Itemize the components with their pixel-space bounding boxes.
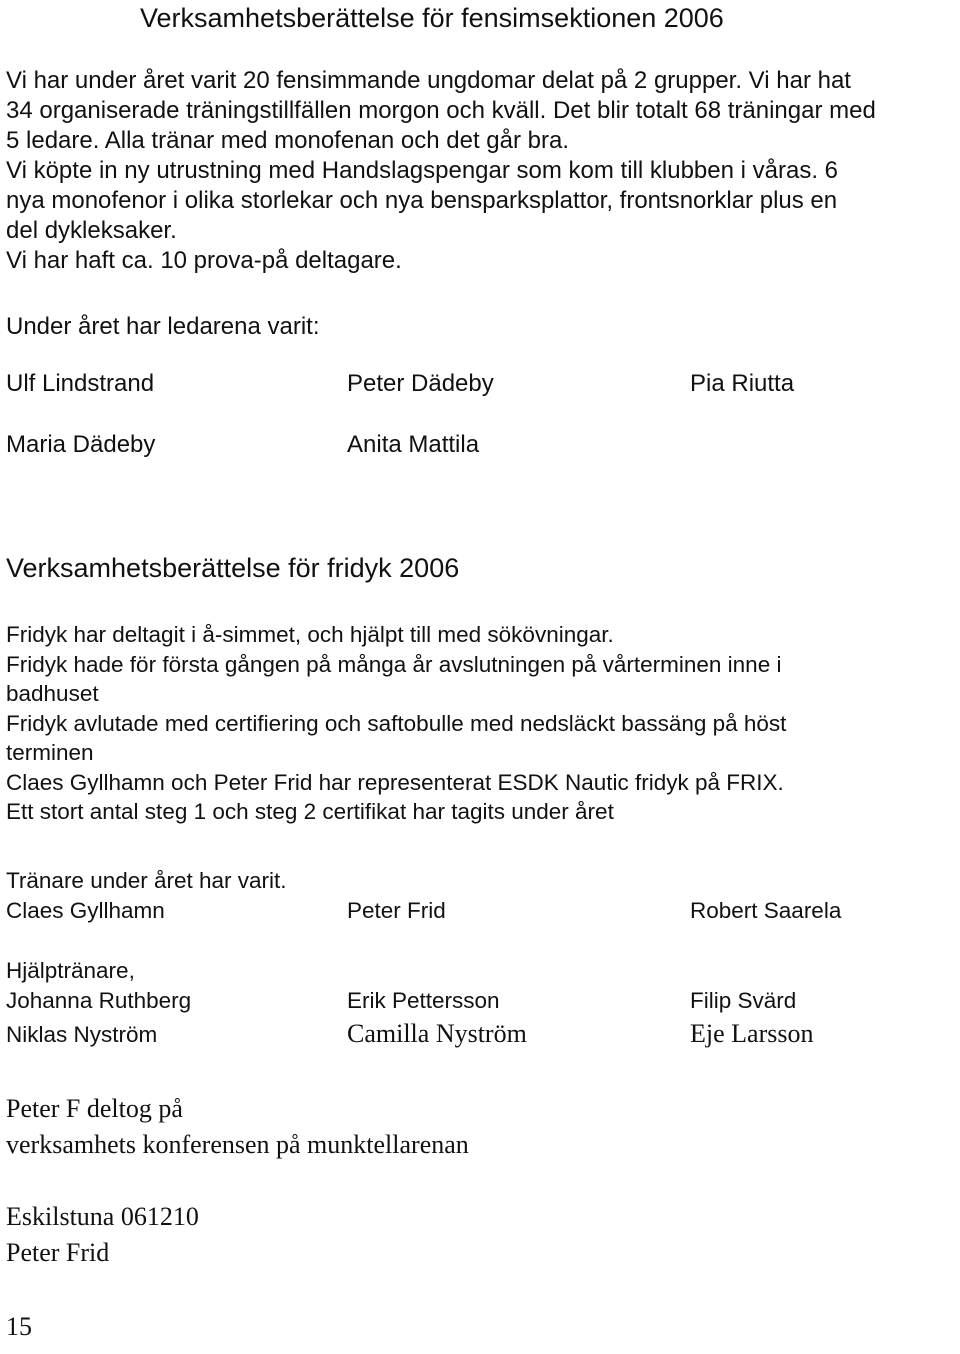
trainer-name: Peter Frid <box>347 898 446 923</box>
paragraph-line: 34 organiserade träningstillfällen morgon och kväll. Det blir totalt 68 träningar med <box>6 97 876 124</box>
assistant-name: Niklas Nyström <box>6 1022 158 1047</box>
page-number: 15 <box>6 1312 32 1341</box>
signature-place-date: Eskilstuna 061210 <box>6 1202 199 1231</box>
paragraph-line: Fridyk hade för första gången på många år avslutningen på vårterminen inne i <box>6 651 782 677</box>
leader-name: Anita Mattila <box>347 431 480 458</box>
paragraph-line: Vi köpte in ny utrustning med Handslagspengar som kom till klubben i våras. 6 <box>6 157 838 184</box>
signature-name: Peter Frid <box>6 1238 110 1267</box>
assistant-name: Camilla Nyström <box>347 1019 527 1048</box>
paragraph-line: badhuset <box>6 681 99 706</box>
freediving-paragraph <box>6 620 786 827</box>
paragraph-line: del dykleksaker. <box>6 217 177 244</box>
fencing-title: Verksamhetsberättelse för fensimsektionen 2006 <box>140 3 724 33</box>
conference-line: Peter F deltog på <box>6 1094 183 1123</box>
paragraph-line: Ett stort antal steg 1 och steg 2 certifikat har tagits under året <box>6 799 614 824</box>
assistant-name: Eje Larsson <box>690 1019 814 1048</box>
freediving-title: Verksamhetsberättelse för fridyk 2006 <box>6 553 460 583</box>
paragraph-line: 5 ledare. Alla tränar med monofenan och det går bra. <box>6 127 570 154</box>
assistant-name: Filip Svärd <box>690 988 797 1013</box>
leader-name: Peter Dädeby <box>347 370 494 397</box>
paragraph-line: Fridyk avlutade med certifiering och saftobulle med nedsläckt bassäng på höst <box>6 710 787 736</box>
assistants-heading: Hjälptränare, <box>6 958 135 983</box>
trainer-name: Claes Gyllhamn <box>6 898 165 923</box>
paragraph-line: Vi har haft ca. 10 prova-på deltagare. <box>6 247 402 274</box>
paragraph-line: Fridyk har deltagit i å-simmet, och hjälpt till med sökövningar. <box>6 622 614 647</box>
trainers-heading: Tränare under året har varit. <box>6 868 287 893</box>
paragraph-line: nya monofenor i olika storlekar och nya bensparksplattor, frontsnorklar plus en <box>6 187 838 214</box>
paragraph-line: Vi har under året varit 20 fensimmande ungdomar delat på 2 grupper. Vi har hat <box>6 67 851 94</box>
trainer-name: Robert Saarela <box>690 898 842 923</box>
leader-name: Ulf Lindstrand <box>6 370 155 397</box>
leader-name: Pia Riutta <box>690 370 795 397</box>
fencing-paragraph <box>6 66 876 276</box>
assistant-name: Johanna Ruthberg <box>6 988 192 1013</box>
leaders-heading: Under året har ledarena varit: <box>6 313 320 340</box>
leader-name: Maria Dädeby <box>6 431 156 458</box>
conference-line: verksamhets konferensen på munktellarenan <box>6 1130 469 1159</box>
paragraph-line: terminen <box>6 740 94 765</box>
assistant-name: Erik Pettersson <box>347 988 500 1013</box>
paragraph-line: Claes Gyllhamn och Peter Frid har representerat ESDK Nautic fridyk på FRIX. <box>6 769 784 795</box>
